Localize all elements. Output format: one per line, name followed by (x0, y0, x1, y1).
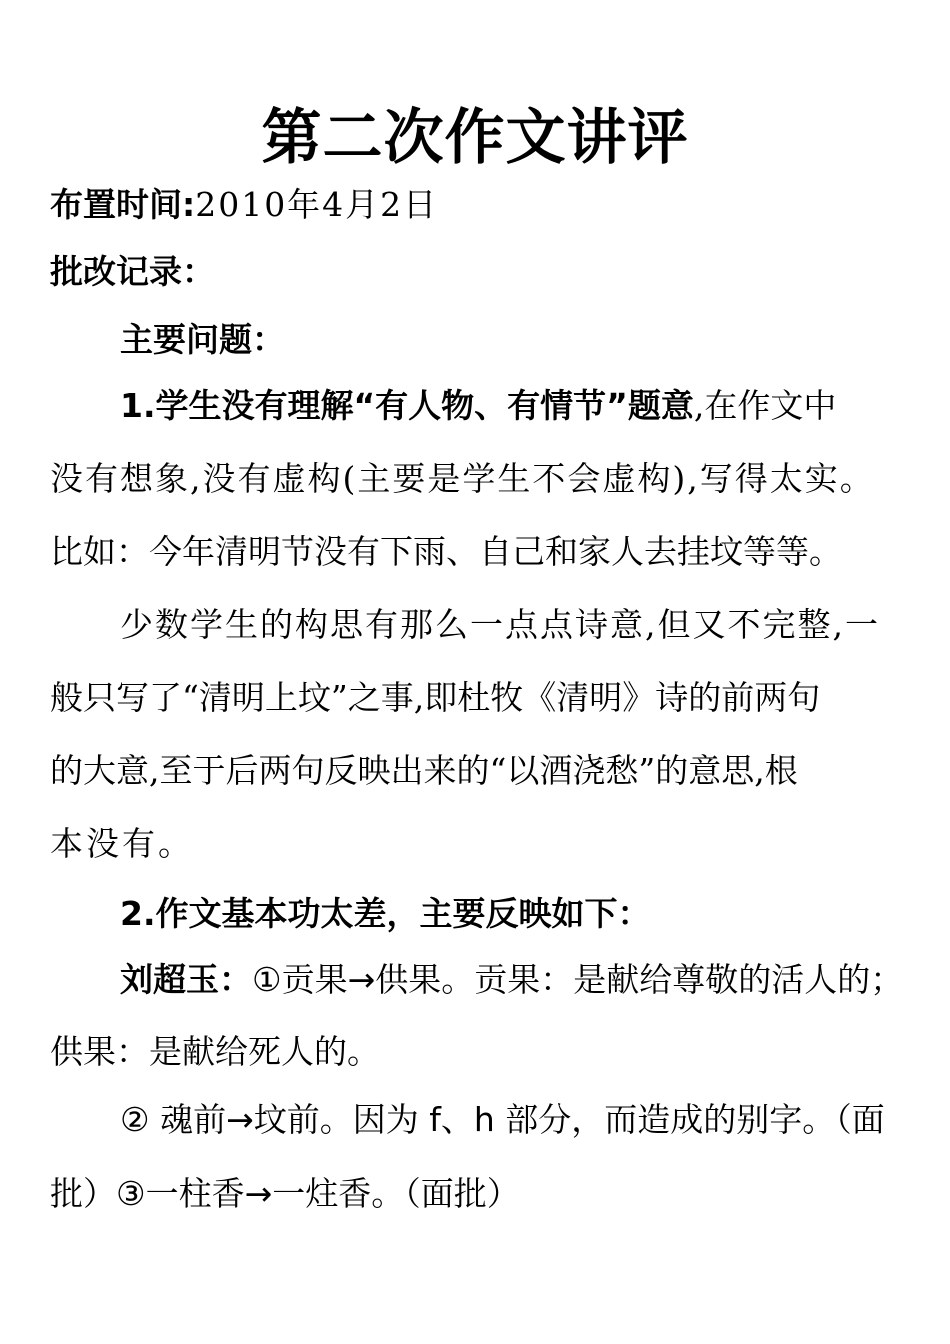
example2-line1: ② 魂前→坟前。因为 f、h 部分，而造成的别字。（面 (120, 1100, 885, 1139)
item1-rest: ,在作文中 (693, 386, 837, 425)
assign-time-line (50, 183, 438, 227)
student-name: 刘超玉： (120, 960, 252, 999)
para2-line1: 少数学生的构思有那么一点点诗意,但又不完整,一 (120, 605, 880, 644)
assign-time-value: 2010年4月2日 (195, 185, 439, 224)
example1-line1 (120, 958, 903, 1002)
example1-text: ①贡果→供果。贡果：是献给尊敬的活人的； (252, 960, 904, 999)
item1-line1 (120, 384, 836, 428)
item1-line2: 没有想象,没有虚构(主要是学生不会虚构),写得太实。 (50, 459, 875, 498)
assign-time-label: 布置时间: (50, 185, 196, 224)
item1-lead: 1.学生没有理解“有人物、有情节”题意 (120, 386, 694, 425)
para2-line4: 本没有。 (50, 824, 194, 863)
correction-record-label: 批改记录： (50, 252, 215, 291)
example1-line2: 供果：是献给死人的。 (50, 1032, 380, 1071)
item2-line: 2.作文基本功太差，主要反映如下： (120, 894, 651, 933)
example2-line2: 批）③一柱香→一炷香。（面批） (50, 1174, 520, 1213)
document-title: 第二次作文讲评 (261, 103, 689, 173)
para2-line2: 般只写了“清明上坟”之事,即杜牧《清明》诗的前两句 (50, 678, 821, 717)
main-problems-heading: 主要问题： (120, 320, 285, 359)
para2-line3: 的大意,至于后两句反映出来的“以酒浇愁”的意思,根 (50, 751, 798, 790)
item1-line3: 比如：今年清明节没有下雨、自己和家人去挂坟等等。 (50, 532, 842, 571)
